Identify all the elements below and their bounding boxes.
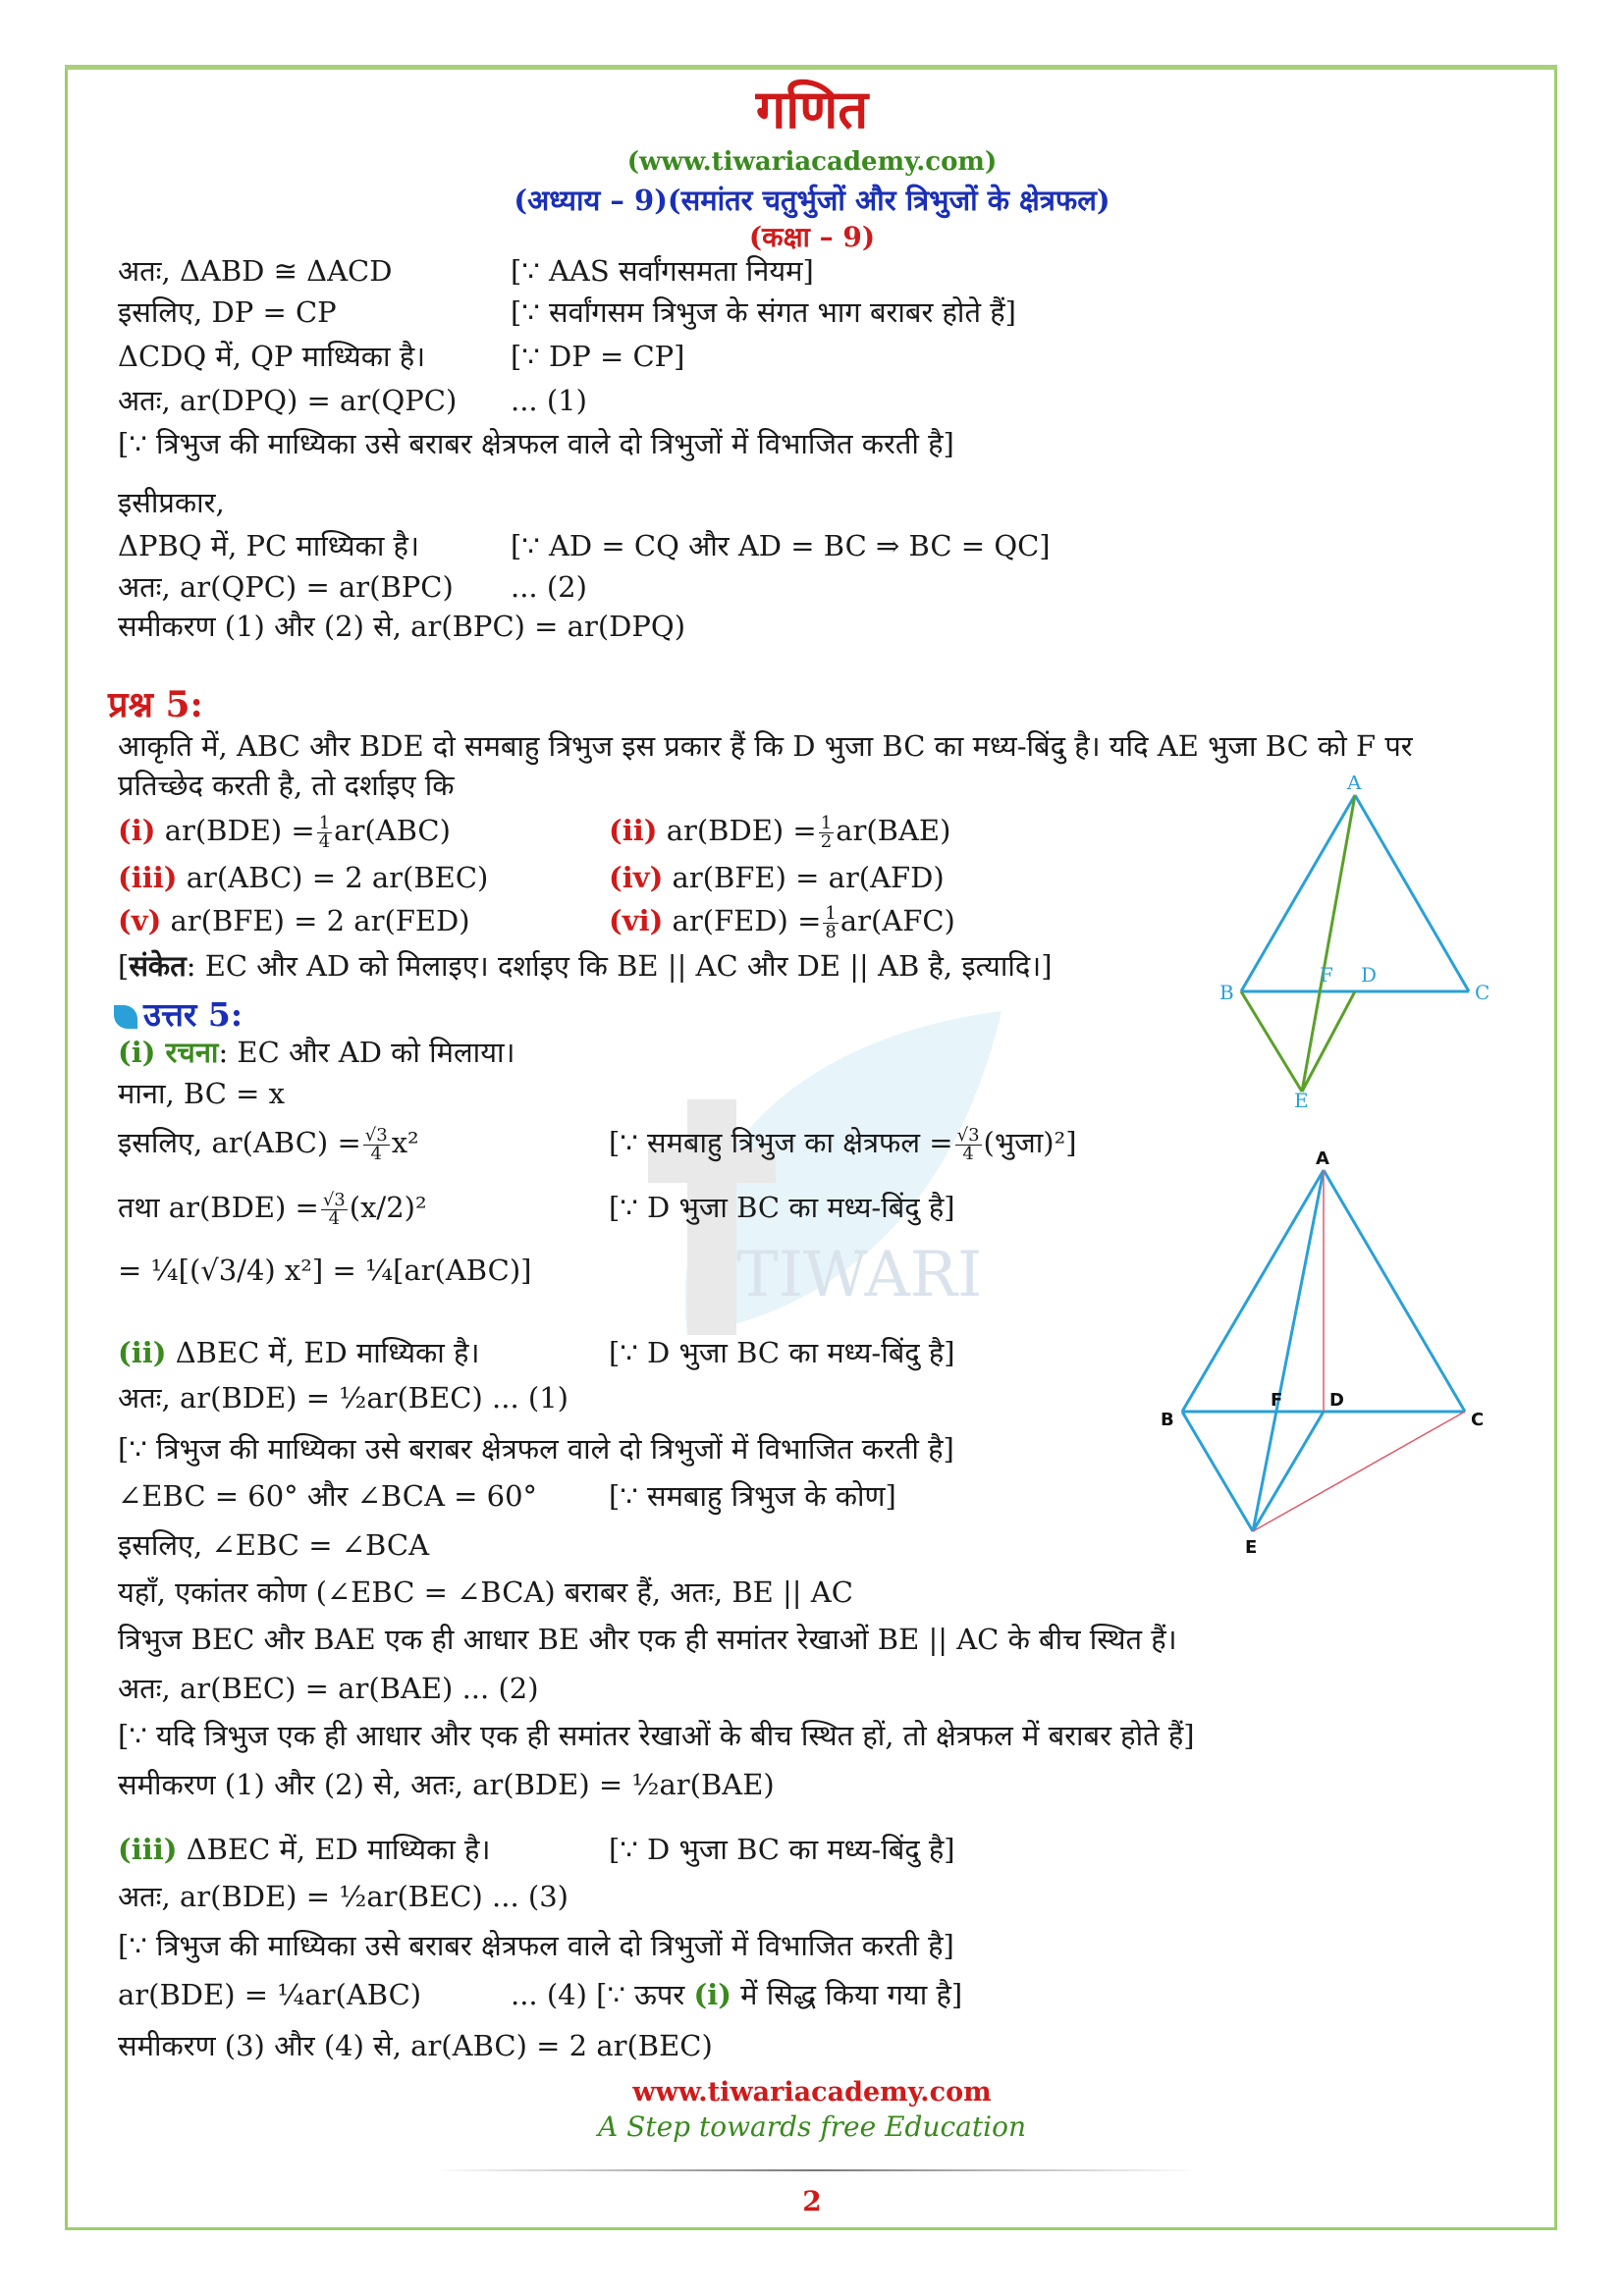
answer-iii-l4c: (i) xyxy=(693,1978,731,2011)
answer-isliye-frac-num: √3 xyxy=(364,1124,388,1146)
figure-2 xyxy=(1159,1148,1492,1561)
leaf-icon xyxy=(114,1005,137,1029)
part-ii-lhs: ar(BDE) = xyxy=(666,814,817,847)
part-iv-num: (iv) xyxy=(609,861,664,894)
answer-ii-l3: [∵ त्रिभुज की माध्यिका उसे बराबर क्षेत्रफल वाले दो त्रिभुजों में विभाजित करती है] xyxy=(118,1432,954,1466)
answer-iii-label: (iii) xyxy=(118,1833,178,1866)
footer-tagline: A Step towards free Education xyxy=(598,2110,1026,2143)
line-top-8b: ... (2) xyxy=(511,570,587,604)
part-iv xyxy=(609,860,945,895)
answer-iii-reason: [∵ D भुजा BC का मध्य-बिंदु है] xyxy=(609,1833,955,1866)
answer-isliye-reason-frac-num: √3 xyxy=(956,1124,980,1146)
watermark-logo xyxy=(628,982,1041,1394)
answer-mana: माना, BC = x xyxy=(118,1077,286,1110)
line-top-2a: इसलिए, DP = CP xyxy=(118,295,337,329)
part-iii-num: (iii) xyxy=(118,861,178,894)
hint-text: : EC और AD को मिलाइए। दर्शाइए कि BE || AC और DE || AB है, इत्यादि।] xyxy=(186,949,1053,983)
class-label: (कक्षा – 9) xyxy=(748,221,876,253)
fig2-side-ac xyxy=(1324,1170,1465,1412)
line-top-7a: ΔPBQ में, PC माध्यिका है। xyxy=(118,529,419,562)
part-i-rhs: ar(ABC) xyxy=(334,814,451,847)
header-site: (www.tiwariacademy.com) xyxy=(626,147,998,177)
answer-isliye-frac-den: 4 xyxy=(370,1143,382,1164)
answer-ii-l7: त्रिभुज BEC और BAE एक ही आधार BE और एक ही समांतर रेखाओं BE || AC के बीच स्थित हैं। xyxy=(118,1623,1177,1656)
answer-ii-l2: अतः, ar(BDE) = ½ar(BEC) ... (1) xyxy=(118,1381,568,1415)
line-top-7b: [∵ AD = CQ और AD = BC ⇒ BC = QC] xyxy=(511,529,1051,562)
part-v xyxy=(118,903,470,938)
answer-iii-l5: समीकरण (3) और (4) से, ar(ABC) = 2 ar(BEC) xyxy=(118,2029,713,2062)
answer-isliye-reason-end: (भुजा)²] xyxy=(983,1126,1077,1159)
fig1-label-a: A xyxy=(1347,775,1362,794)
answer-tatha-frac-den: 4 xyxy=(328,1207,341,1229)
fig2-label-d: D xyxy=(1329,1390,1344,1411)
line-top-8a: अतः, ar(QPC) = ar(BPC) xyxy=(118,570,454,604)
answer-ii-l8: अतः, ar(BEC) = ar(BAE) ... (2) xyxy=(118,1672,539,1705)
answer-label xyxy=(114,991,243,1036)
answer-i-label: (i) रचना xyxy=(118,1036,219,1069)
line-top-1b: [∵ AAS सर्वांगसमता नियम] xyxy=(511,254,814,288)
fig1-label-f: F xyxy=(1320,963,1333,987)
answer-ii-l10: समीकरण (1) और (2) से, अतः, ar(BDE) = ½ar(BAE) xyxy=(118,1768,775,1801)
answer-isliye-x2: x² xyxy=(391,1126,419,1159)
answer-ii-l6: यहाँ, एकांतर कोण (∠EBC = ∠BCA) बराबर हैं, अतः, BE || AC xyxy=(118,1575,853,1609)
line-top-5: [∵ त्रिभुज की माध्यिका उसे बराबर क्षेत्रफल वाले दो त्रिभुजों में विभाजित करती है] xyxy=(118,427,954,460)
answer-ii-reason: [∵ D भुजा BC का मध्य-बिंदु है] xyxy=(609,1336,955,1369)
hint-label: संकेत xyxy=(129,949,187,983)
answer-iii-l4 xyxy=(511,1977,962,2012)
answer-iii-text: ΔBEC में, ED माध्यिका है। xyxy=(186,1833,491,1866)
answer-isliye-reason-frac-den: 4 xyxy=(962,1143,974,1164)
part-iii xyxy=(118,860,488,895)
part-i-frac xyxy=(317,812,332,852)
figure-1 xyxy=(1218,775,1502,1109)
part-ii-frac-num: 1 xyxy=(820,812,833,833)
footer-site[interactable]: www.tiwariacademy.com xyxy=(632,2077,992,2108)
fig2-line-ec xyxy=(1253,1412,1465,1531)
answer-isliye-reason-frac xyxy=(955,1124,982,1164)
line-top-4b: ... (1) xyxy=(511,384,587,417)
hint-line: [संकेत: EC और AD को मिलाइए। दर्शाइए कि BE || AC और DE || AB है, इत्यादि।] xyxy=(118,949,1053,983)
fig1-label-d: D xyxy=(1361,963,1378,987)
part-ii-frac xyxy=(819,812,834,852)
part-ii-frac-den: 2 xyxy=(820,830,833,852)
answer-tatha-paren: (x/2)² xyxy=(349,1191,427,1224)
answer-ii-label: (ii) xyxy=(118,1336,167,1369)
fig2-side-be xyxy=(1182,1412,1253,1531)
part-i-num: (i) xyxy=(118,814,156,847)
line-top-2b: [∵ सर्वांगसम त्रिभुज के संगत भाग बराबर होते हैं] xyxy=(511,295,1016,329)
part-vi-lhs: ar(FED) = xyxy=(672,904,822,937)
answer-i-line xyxy=(118,1035,515,1070)
answer-tatha-reason: [∵ D भुजा BC का मध्य-बिंदु है] xyxy=(609,1191,955,1224)
answer-ii-line xyxy=(118,1335,479,1370)
fig1-label-e: E xyxy=(1294,1089,1309,1109)
part-ii xyxy=(609,813,950,851)
question-text-1: आकृति में, ABC और BDE दो समबाहु त्रिभुज इस प्रकार हैं कि D भुजा BC का मध्य-बिंदु है। यदि AE भुजा BC को F पर xyxy=(118,729,1413,763)
answer-iii-l4a: ar(BDE) = ¼ar(ABC) xyxy=(118,1978,422,2011)
line-top-6: इसीप्रकार, xyxy=(118,486,225,519)
question-text-2: प्रतिच्छेद करती है, तो दर्शाइए कि xyxy=(118,769,455,802)
question-label: प्रश्न 5: xyxy=(108,684,203,725)
part-v-num: (v) xyxy=(118,904,162,937)
line-top-3b: [∵ DP = CP] xyxy=(511,340,685,373)
fig1-side-be xyxy=(1241,991,1302,1092)
fig2-side-ab xyxy=(1182,1170,1324,1412)
page-title: गणित xyxy=(755,79,869,140)
answer-tatha-frac-num: √3 xyxy=(322,1189,346,1210)
answer-ii-text: ΔBEC में, ED माध्यिका है। xyxy=(175,1336,480,1369)
part-i-frac-den: 4 xyxy=(318,830,331,852)
answer-ii-l9: [∵ यदि त्रिभुज एक ही आधार और एक ही समांतर रेखाओं के बीच स्थित हों, तो क्षेत्रफल में बराबर होते हैं] xyxy=(118,1719,1195,1752)
answer-ii-l5: इसलिए, ∠EBC = ∠BCA xyxy=(118,1528,430,1562)
part-ii-rhs: ar(BAE) xyxy=(836,814,951,847)
fig2-line-ae xyxy=(1253,1170,1324,1531)
line-top-3a: ΔCDQ में, QP माध्यिका है। xyxy=(118,340,426,373)
part-vi-frac-num: 1 xyxy=(825,902,837,924)
part-v-lhs: ar(BFE) = 2 ar(FED) xyxy=(170,904,470,937)
answer-tatha-frac xyxy=(321,1189,348,1229)
part-vi xyxy=(609,903,955,941)
answer-label-text: उत्तर 5: xyxy=(143,995,244,1034)
fig1-side-ac xyxy=(1355,795,1469,991)
fig2-label-c: C xyxy=(1471,1410,1485,1430)
answer-tatha-lhs: तथा ar(BDE) = xyxy=(118,1191,319,1224)
page-number: 2 xyxy=(802,2185,822,2217)
answer-iii-l4b: ... (4) [∵ ऊपर xyxy=(511,1978,685,2011)
part-iii-lhs: ar(ABC) = 2 ar(BEC) xyxy=(186,861,489,894)
part-vi-frac-den: 8 xyxy=(825,921,837,942)
part-vi-rhs: ar(AFC) xyxy=(839,904,955,937)
answer-iii-line xyxy=(118,1832,490,1867)
answer-isliye-reason xyxy=(609,1125,1077,1163)
answer-isliye-frac xyxy=(363,1124,390,1164)
answer-isliye-reason-text: [∵ समबाहु त्रिभुज का क्षेत्रफल = xyxy=(609,1126,953,1159)
answer-i-text: : EC और AD को मिलाया। xyxy=(218,1036,515,1069)
answer-iii-l2: अतः, ar(BDE) = ½ar(BEC) ... (3) xyxy=(118,1880,568,1913)
answer-isliye-lhs: इसलिए, ar(ABC) = xyxy=(118,1126,361,1159)
fig2-label-f: F xyxy=(1271,1390,1283,1411)
part-iv-lhs: ar(BFE) = ar(AFD) xyxy=(672,861,945,894)
fig1-label-c: C xyxy=(1475,981,1490,1004)
part-i xyxy=(118,813,451,851)
answer-ii-l4b: [∵ समबाहु त्रिभुज के कोण] xyxy=(609,1479,896,1513)
part-vi-num: (vi) xyxy=(609,904,664,937)
part-i-frac-num: 1 xyxy=(318,812,331,833)
chapter-title: (अध्याय – 9)(समांतर चतुर्भुजों और त्रिभुजों के क्षेत्रफल) xyxy=(514,184,1110,217)
fig2-label-a: A xyxy=(1316,1148,1329,1169)
line-top-4a: अतः, ar(DPQ) = ar(QPC) xyxy=(118,384,458,417)
part-i-lhs: ar(BDE) = xyxy=(164,814,315,847)
part-vi-frac xyxy=(823,902,838,942)
answer-tatha xyxy=(118,1190,427,1228)
answer-ii-l4a: ∠EBC = 60° और ∠BCA = 60° xyxy=(118,1479,538,1513)
footer-divider xyxy=(432,2169,1198,2171)
part-ii-num: (ii) xyxy=(609,814,658,847)
answer-isliye xyxy=(118,1125,419,1163)
watermark-text: TIWARI xyxy=(736,1239,983,1311)
fig2-label-e: E xyxy=(1245,1537,1258,1558)
fig1-label-b: B xyxy=(1219,981,1234,1004)
page-top-rule xyxy=(65,65,1557,70)
answer-eq-line: = ¼[(√3/4) x²] = ¼[ar(ABC)] xyxy=(118,1254,532,1287)
line-top-9: समीकरण (1) और (2) से, ar(BPC) = ar(DPQ) xyxy=(118,610,686,643)
line-top-1a: अतः, ΔABD ≅ ΔACD xyxy=(118,254,393,288)
answer-iii-l3: [∵ त्रिभुज की माध्यिका उसे बराबर क्षेत्रफल वाले दो त्रिभुजों में विभाजित करती है] xyxy=(118,1929,954,1962)
fig2-label-b: B xyxy=(1161,1410,1174,1430)
answer-iii-l4d: में सिद्ध किया गया है] xyxy=(740,1978,963,2011)
